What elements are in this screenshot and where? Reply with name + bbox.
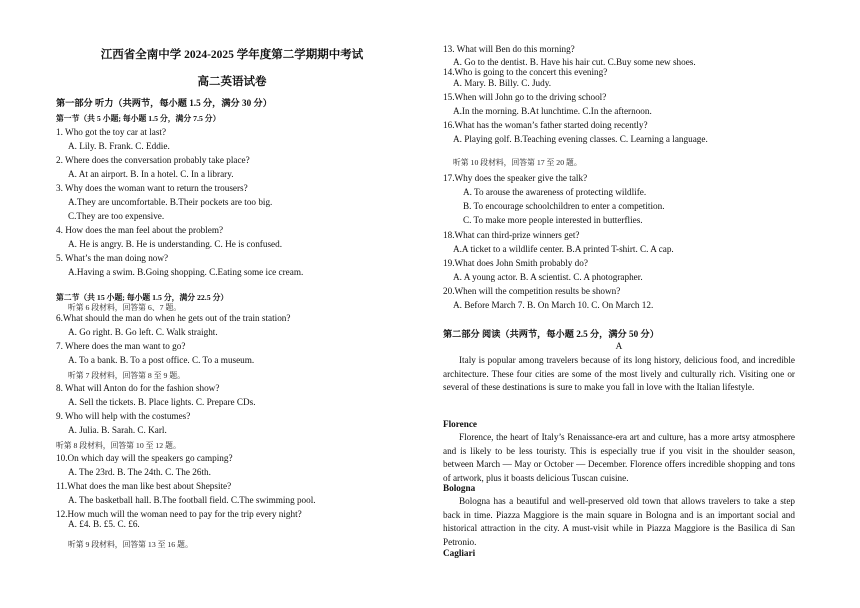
passage-intro: Italy is popular among travelers because of its long history, delicious food, and incredible architecture. These four cities are some of the most lively and culturally rich. Visiting one or several of these destinations is sure to make you fall in love with the Italian lifestyle. <box>443 355 795 393</box>
question-3: 3. Why does the woman want to return the trousers? <box>56 183 248 193</box>
part1-heading: 第一部分 听力（共两节，每小题 1.5 分，满分 30 分） <box>56 98 272 108</box>
question-1-options: A. Lily. B. Frank. C. Eddie. <box>68 141 170 151</box>
question-8: 8. What will Anton do for the fashion show? <box>56 383 220 393</box>
question-6: 6.What should the man do when he gets out of the train station? <box>56 313 291 323</box>
question-7: 7. Where does the man want to go? <box>56 341 186 351</box>
question-1: 1. Who got the toy car at last? <box>56 127 167 137</box>
listening-note-6: 听第 6 段材料，回答第 6、7 题。 <box>68 303 182 312</box>
question-11: 11.What does the man like best about Shepsite? <box>56 481 232 491</box>
question-16: 16.What has the woman’s father started doing recently? <box>443 120 648 130</box>
question-17: 17.Why does the speaker give the talk? <box>443 173 588 183</box>
question-13-options: A. Go to the dentist. B. Have his hair cut. C.Buy some new shoes. <box>453 57 696 67</box>
question-15-options: A.In the morning. B.At lunchtime. C.In the afternoon. <box>453 106 652 116</box>
question-14: 14.Who is going to the concert this evening? <box>443 67 608 77</box>
question-10: 10.On which day will the speakers go camping? <box>56 453 233 463</box>
florence-heading: Florence <box>443 419 478 429</box>
question-5: 5. What’s the man doing now? <box>56 253 169 263</box>
question-6-options: A. Go right. B. Go left. C. Walk straight. <box>68 327 218 337</box>
listening-note-10: 听第 10 段材料，回答第 17 至 20 题。 <box>453 158 582 167</box>
question-15: 15.When will John go to the driving school? <box>443 92 607 102</box>
exam-title: 江西省全南中学 2024-2025 学年度第二学期期中考试 <box>100 49 364 61</box>
question-14-options: A. Mary. B. Billy. C. Judy. <box>453 78 552 88</box>
question-4-options: A. He is angry. B. He is understanding. C. He is confused. <box>68 239 282 249</box>
exam-subtitle: 高二英语试卷 <box>197 76 267 88</box>
question-19-options: A. A young actor. B. A scientist. C. A photographer. <box>453 272 643 282</box>
question-12: 12.How much will the woman need to pay for the trip every night? <box>56 509 302 519</box>
listening-note-8: 听第 8 段材料，回答第 10 至 12 题。 <box>56 441 181 450</box>
listening-note-9: 听第 9 段材料，回答第 13 至 16 题。 <box>68 540 193 549</box>
question-18: 18.What can third-prize winners get? <box>443 230 580 240</box>
question-17-option-b: B. To encourage schoolchildren to enter a competition. <box>463 201 665 211</box>
question-9: 9. Who will help with the costumes? <box>56 411 191 421</box>
part2-heading: 第二部分 阅读（共两节，每小题 2.5 分，满分 50 分） <box>443 329 659 339</box>
question-10-options: A. The 23rd. B. The 24th. C. The 26th. <box>68 467 211 477</box>
question-2-options: A. At an airport. B. In a hotel. C. In a library. <box>68 169 234 179</box>
question-3-option-c: C.They are too expensive. <box>68 211 165 221</box>
question-18-options: A.A ticket to a wildlife center. B.A printed T-shirt. C. A cap. <box>453 244 674 254</box>
bologna-paragraph: Bologna has a beautiful and well-preserved old town that allows travelers to take a step back in time. Piazza Maggiore is the main square in Bologna and is an important social and historical attraction in the city. A must-visit while in Piazza Maggiore is the Basilica di San Petronio. <box>443 496 795 547</box>
question-11-options: A. The basketball hall. B.The football field. C.The swimming pool. <box>68 495 316 505</box>
question-17-option-a: A. To arouse the awareness of protecting wildlife. <box>463 187 647 197</box>
question-3-options-ab: A.They are uncomfortable. B.Their pockets are too big. <box>68 197 273 207</box>
question-13: 13. What will Ben do this morning? <box>443 44 575 54</box>
florence-paragraph: Florence, the heart of Italy’s Renaissance-era art and culture, has a more artsy atmosphere and is likely to be less touristy. This is especially true if you visit in the shoulder season, between March — May or October — December. Florence offers incredible shopping and tons of artwork, plus it boasts delicious Tuscan cuisine. <box>443 432 795 483</box>
question-17-option-c: C. To make more people interested in butterflies. <box>463 215 643 225</box>
question-2: 2. Where does the conversation probably take place? <box>56 155 250 165</box>
question-19: 19.What does John Smith probably do? <box>443 258 588 268</box>
listening-note-7: 听第 7 段材料，回答第 8 至 9 题。 <box>68 371 185 380</box>
bologna-heading: Bologna <box>443 483 476 493</box>
question-8-options: A. Sell the tickets. B. Place lights. C. Prepare CDs. <box>68 397 256 407</box>
question-9-options: A. Julia. B. Sarah. C. Karl. <box>68 425 167 435</box>
section1-heading: 第一节（共 5 小题; 每小题 1.5 分，满分 7.5 分） <box>56 114 221 123</box>
question-16-options: A. Playing golf. B.Teaching evening classes. C. Learning a language. <box>453 134 708 144</box>
passage-letter: A <box>615 341 623 351</box>
question-20-options: A. Before March 7. B. On March 10. C. On March 12. <box>453 300 654 310</box>
question-7-options: A. To a bank. B. To a post office. C. To a museum. <box>68 355 255 365</box>
cagliari-heading: Cagliari <box>443 548 476 558</box>
question-20: 20.When will the competition results be shown? <box>443 286 621 296</box>
section2-heading: 第二节（共 15 小题; 每小题 1.5 分，满分 22.5 分） <box>56 293 229 302</box>
question-4: 4. How does the man feel about the problem? <box>56 225 224 235</box>
question-5-options: A.Having a swim. B.Going shopping. C.Eating some ice cream. <box>68 267 304 277</box>
question-12-options: A. £4. B. £5. C. £6. <box>68 519 140 529</box>
